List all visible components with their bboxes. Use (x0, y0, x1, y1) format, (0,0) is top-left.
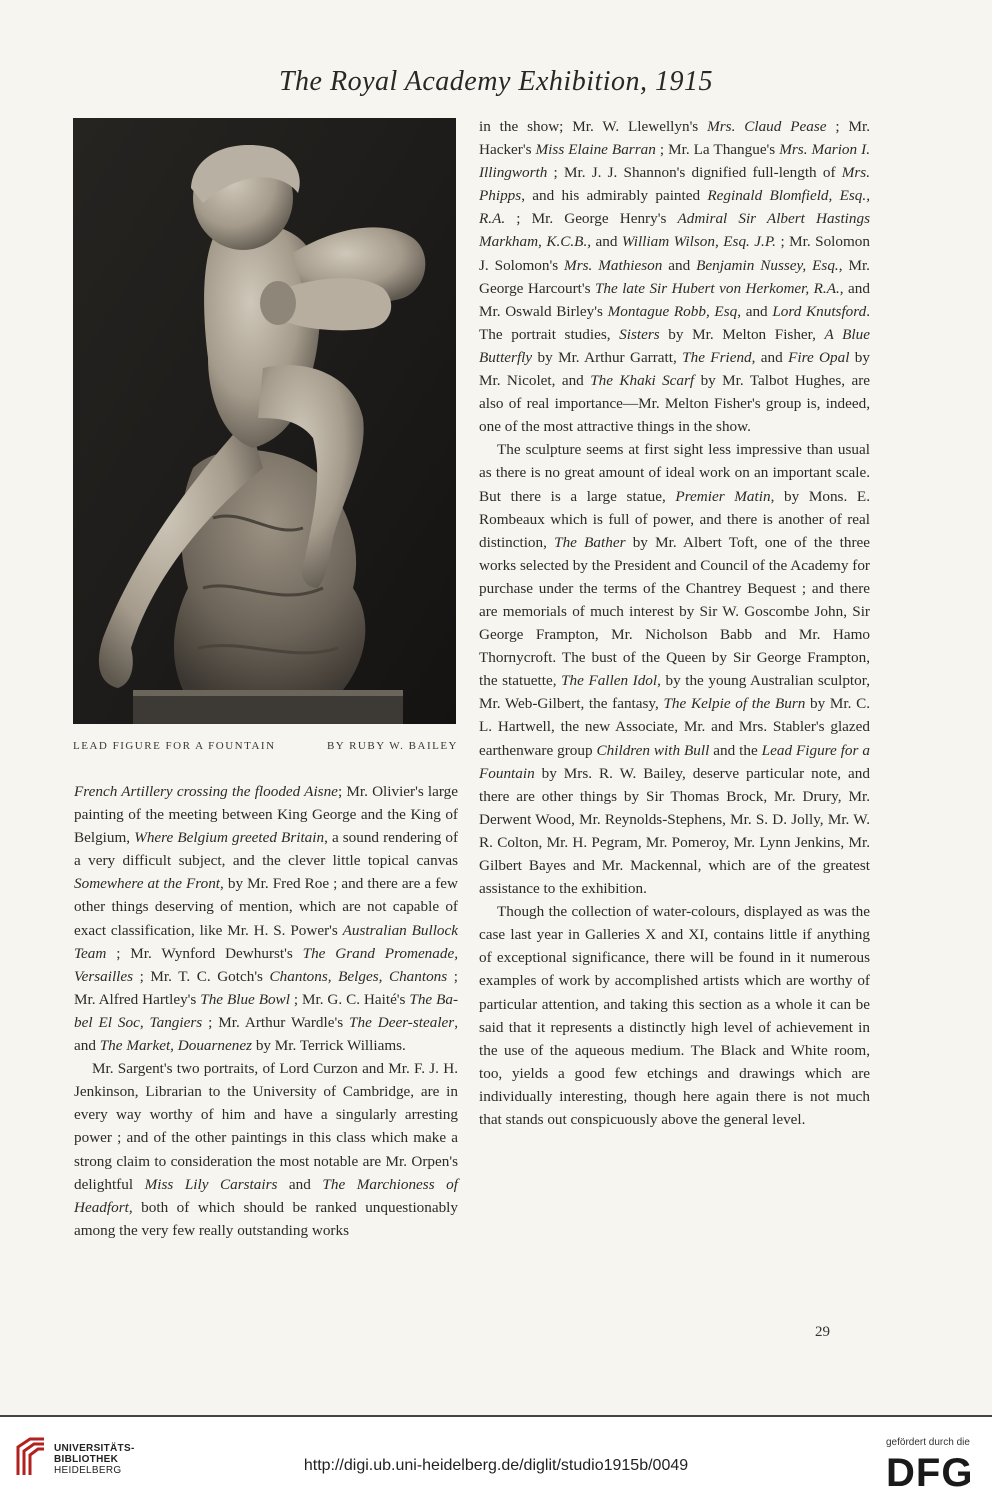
text-run: by Mr. Talbot Hughes, are also of real importance—Mr. Melton Fisher's group is, indeed, one of the most attractive things in the show. (479, 372, 870, 436)
work-title: Mrs. Phipps (479, 164, 870, 205)
text-run: ; Mr. Hacker's (479, 118, 870, 159)
text-run: by Mr. Albert Toft, one of the three works selected by the President and Council of the Academy for purchase under the terms of the Chantrey Bequest ; and there are memorials of much interest by Sir W. Goscombe John, Sir George Frampton, Mr. Nicholson Babb and Mr. Hamo Thornycroft. The bust of the Queen by Sir George Frampton, the statuette, (479, 533, 870, 690)
work-title: Chantons, Belges, Chantons (269, 967, 448, 985)
text-run: , by the young Australian sculptor, Mr. Web-Gilbert, the fantasy, (479, 672, 870, 713)
work-title: William Wilson, Esq. J.P. (621, 233, 776, 251)
caption-title: LEAD FIGURE FOR A FOUNTAIN (73, 740, 276, 752)
text-run: by Mr. C. L. Hartwell, the new Associate, Mr. and Mrs. Stabler's glazed earthenware group (479, 695, 870, 759)
right-text-column (479, 115, 870, 1131)
work-title: A Blue Butterfly (479, 325, 870, 366)
text-run: , by Mons. E. Rombeaux which is full of power, and there is another of real distinction, (479, 487, 870, 551)
text-run: by Mr. Arthur Garratt, (532, 348, 683, 366)
work-title: The Bather (554, 533, 626, 551)
work-title: Miss Elaine Barran (535, 141, 656, 159)
work-title: Montague Robb, Esq (607, 302, 738, 320)
work-title: Lead Figure for a Fountain (479, 741, 870, 782)
text-run: ; Mr. George Henry's (505, 210, 678, 228)
text-run: by Mr. Terrick Williams. (252, 1037, 406, 1055)
funded-by-label: gefördert durch die (886, 1437, 970, 1448)
text-run: by Mrs. R. W. Bailey, deserve particular note, and there are other things by Sir Thomas Brock, Mr. Drury, Mr. Derwent Wood, Mr. Reynolds-Stephens, Mr. S. D. Jolly, Mr. W. R. Colton, Mr. H. Pegram, Mr. Pomeroy, Mr. Lynn Jenkins, Mr. Gilbert Bayes and Mr. Mackennal, which are of the greatest assistance to the exhibition. (479, 764, 870, 898)
text-run: by Mr. Melton Fisher, (659, 325, 825, 343)
paragraph (74, 1057, 458, 1242)
caption-artist: BY RUBY W. BAILEY (326, 740, 458, 752)
work-title: Fire Opal (788, 348, 850, 366)
work-title: Admiral Sir Albert Hastings Markham, K.C.B. (479, 210, 870, 251)
work-title: Somewhere at the Front (74, 875, 221, 893)
text-run: , and Mr. Oswald Birley's (479, 279, 870, 320)
text-run: ; Mr. Solomon J. Solomon's (479, 233, 870, 274)
left-text-column (74, 780, 458, 1242)
paragraph (479, 115, 870, 438)
footer-divider (0, 1415, 992, 1417)
work-title: Reginald Blomfield, Esq., R.A. (479, 187, 870, 228)
paragraph (74, 780, 458, 1057)
text-run: . The portrait studies, (479, 302, 870, 343)
work-title: The late Sir Hubert von Herkomer, R.A. (594, 279, 840, 297)
work-title: Premier Matin (675, 487, 771, 505)
text-run: ; Mr. La Thangue's (655, 141, 780, 159)
work-title: The Friend (682, 348, 752, 366)
work-title: Miss Lily Carstairs (144, 1175, 278, 1193)
text-run: ; Mr. Arthur Wardle's (202, 1013, 350, 1031)
text-run: ; Mr. Alfred Hartley's (74, 967, 458, 1008)
text-run: , and (751, 348, 789, 366)
work-title: Mrs. Mathieson (564, 256, 663, 274)
work-title: The Market, Douarnenez (99, 1037, 253, 1055)
page-number: 29 (815, 1324, 830, 1340)
text-run: The sculpture seems at first sight less impressive than usual as there is no great amount of ideal work on an important scale. But there is a large statue, (479, 441, 870, 505)
text-run: ; Mr. G. C. Haité's (289, 990, 410, 1008)
work-title: The Deer-stealer (349, 1013, 455, 1031)
text-run: by Mr. Nicolet, and (479, 348, 870, 390)
work-title: Mrs. Marion I. Illingworth (479, 141, 871, 182)
work-title: Lord Knutsford (772, 302, 867, 320)
text-run: Mr. Sargent's two portraits, of Lord Curzon and Mr. F. J. H. Jenkinson, Librarian to the University of Cambridge, are in every way worthy of him and have a singularly arresting power ; and of the other paintings in this class which make a strong claim to consideration the most notable are Mr. Orpen's delightful (74, 1060, 458, 1193)
text-run: , by Mr. Fred Roe ; and there are a few other things deserving of mention, which are not capable of exact classification, like Mr. H. S. Power's (74, 875, 458, 939)
text-run: , and (587, 233, 622, 251)
work-title: Sisters (619, 325, 660, 343)
sculpture-photograph (73, 118, 456, 724)
text-run: and (662, 256, 697, 274)
source-url-link[interactable]: http://digi.ub.uni-heidelberg.de/diglit/studio1915b/0049 (303, 1457, 689, 1474)
text-run: ; Mr. J. J. Shannon's dignified full-length of (547, 164, 842, 182)
dfg-logo: DFG (886, 1451, 974, 1495)
work-title: Where Belgium greeted Britain (134, 829, 325, 847)
text-run: Though the collection of water-colours, displayed as was the case last year in Galleries X and XI, contains little if anything of exceptional significance, there will be found in it numerous examples of work by accomplished artists which are worthy of particular attention, and taking this section as a whole it can be said that it represents a distinctly high level of achievement in the use of the aqueous medium. The Black and White room, too, yields a good few etchings and drawings which are individually interesting, though here again there is not much that stands out conspicuously above the general level. (479, 903, 870, 1129)
work-title: Benjamin Nussey, Esq. (696, 256, 839, 274)
paragraph (479, 900, 870, 1131)
work-title: French Artillery crossing the flooded Aisne (74, 783, 338, 800)
text-run: , and (737, 302, 773, 320)
text-run: ; Mr. Olivier's large painting of the meeting between King George and the King of Belgium, (74, 783, 459, 847)
text-run: ; Mr. T. C. Gotch's (133, 967, 270, 985)
library-name: UNIVERSITÄTS- BIBLIOTHEK HEIDELBERG (54, 1443, 135, 1476)
digitization-footer (0, 1415, 992, 1501)
work-title: The Kelpie of the Burn (663, 695, 806, 713)
text-run: , a sound rendering of a very difficult subject, and the clever little topical canvas (74, 829, 459, 870)
work-title: The Marchioness of Headfort (74, 1175, 458, 1216)
text-run: and (277, 1175, 323, 1193)
text-run: , and (74, 1013, 459, 1055)
text-run: ; Mr. Wynford Dewhurst's (106, 944, 303, 962)
work-title: The Khaki Scarf (590, 372, 695, 390)
work-title: Mrs. Claud Pease (707, 118, 827, 135)
work-title: The Fallen Idol (561, 672, 658, 690)
text-run: , both of which should be ranked unquestionably among the very few really outstanding works (74, 1198, 458, 1239)
text-run: , and his admirably painted (521, 187, 708, 205)
work-title: The Ba-bel El Soc, Tangiers (74, 990, 458, 1031)
text-run: , Mr. George Harcourt's (479, 256, 870, 297)
text-run: in the show; Mr. W. Llewellyn's (479, 118, 708, 135)
text-run: and the (709, 741, 762, 759)
work-title: Children with Bull (596, 741, 710, 759)
work-title: The Blue Bowl (200, 990, 290, 1008)
work-title: The Grand Promenade, Versailles (74, 944, 459, 985)
work-title: Australian Bullock Team (74, 921, 458, 962)
page-title: The Royal Academy Exhibition, 1915 (278, 66, 714, 97)
paragraph (479, 438, 870, 900)
